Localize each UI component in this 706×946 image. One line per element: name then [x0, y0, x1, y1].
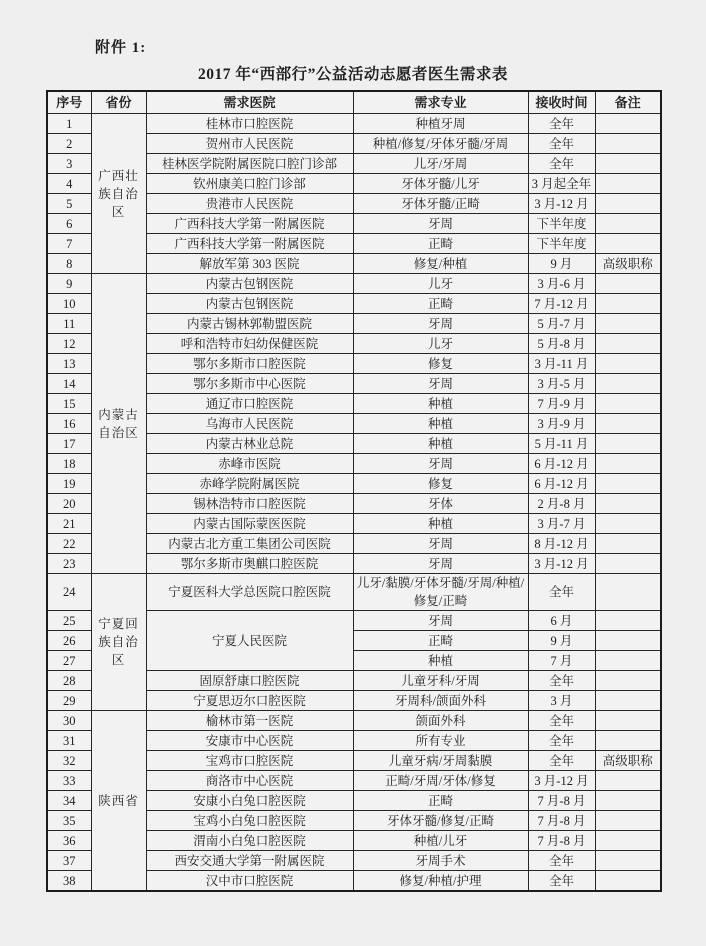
remark-cell	[595, 534, 661, 554]
hospital-cell: 内蒙古包钢医院	[146, 274, 353, 294]
hospital-cell: 内蒙古锡林郭勒盟医院	[146, 314, 353, 334]
remark-cell	[595, 154, 661, 174]
remark-cell	[595, 574, 661, 611]
time-cell: 3 月-6 月	[528, 274, 595, 294]
remark-cell	[595, 651, 661, 671]
remark-cell	[595, 334, 661, 354]
specialty-cell: 儿牙	[353, 274, 528, 294]
hospital-cell: 广西科技大学第一附属医院	[146, 234, 353, 254]
time-cell: 全年	[528, 871, 595, 892]
hospital-cell: 宁夏医科大学总医院口腔医院	[146, 574, 353, 611]
hospital-cell: 钦州康美口腔门诊部	[146, 174, 353, 194]
hospital-cell: 赤峰学院附属医院	[146, 474, 353, 494]
time-cell: 全年	[528, 731, 595, 751]
remark-cell	[595, 711, 661, 731]
time-cell: 全年	[528, 154, 595, 174]
specialty-cell: 牙周科/颌面外科	[353, 691, 528, 711]
specialty-cell: 种植牙周	[353, 114, 528, 134]
specialty-cell: 种植	[353, 394, 528, 414]
time-cell: 7 月-12 月	[528, 294, 595, 314]
specialty-cell: 牙体牙髓/正畸	[353, 194, 528, 214]
row-number-cell: 13	[47, 354, 91, 374]
specialty-cell: 儿牙/黏膜/牙体牙髓/牙周/种植/修复/正畸	[353, 574, 528, 611]
specialty-cell: 牙体牙髓/修复/正畸	[353, 811, 528, 831]
hospital-cell: 西安交通大学第一附属医院	[146, 851, 353, 871]
remark-cell	[595, 414, 661, 434]
specialty-cell: 正畸	[353, 294, 528, 314]
time-cell: 9 月	[528, 631, 595, 651]
time-cell: 3 月-9 月	[528, 414, 595, 434]
row-number-cell: 35	[47, 811, 91, 831]
time-cell: 5 月-11 月	[528, 434, 595, 454]
row-number-cell: 8	[47, 254, 91, 274]
table-row	[47, 114, 661, 134]
specialty-cell: 种植	[353, 434, 528, 454]
header-specialty: 需求专业	[353, 91, 528, 114]
hospital-cell: 宝鸡小白兔口腔医院	[146, 811, 353, 831]
row-number-cell: 32	[47, 751, 91, 771]
specialty-cell: 修复	[353, 474, 528, 494]
header-serial-number: 序号	[47, 91, 91, 114]
row-number-cell: 7	[47, 234, 91, 254]
remark-cell	[595, 354, 661, 374]
row-number-cell: 29	[47, 691, 91, 711]
row-number-cell: 30	[47, 711, 91, 731]
table-row	[47, 711, 661, 731]
remark-cell	[595, 294, 661, 314]
specialty-cell: 正畸	[353, 631, 528, 651]
province-cell: 宁夏回族自治区	[91, 574, 146, 711]
specialty-cell: 牙周	[353, 374, 528, 394]
time-cell: 全年	[528, 751, 595, 771]
hospital-cell: 桂林医学院附属医院口腔门诊部	[146, 154, 353, 174]
remark-cell	[595, 851, 661, 871]
row-number-cell: 9	[47, 274, 91, 294]
hospital-cell: 贵港市人民医院	[146, 194, 353, 214]
time-cell: 7 月-9 月	[528, 394, 595, 414]
row-number-cell: 34	[47, 791, 91, 811]
hospital-cell: 锡林浩特市口腔医院	[146, 494, 353, 514]
table-row	[47, 574, 661, 611]
specialty-cell: 种植	[353, 651, 528, 671]
time-cell: 3 月-12 月	[528, 771, 595, 791]
row-number-cell: 33	[47, 771, 91, 791]
row-number-cell: 10	[47, 294, 91, 314]
specialty-cell: 牙体	[353, 494, 528, 514]
province-cell: 陕西省	[91, 711, 146, 892]
time-cell: 3 月	[528, 691, 595, 711]
specialty-cell: 修复/种植	[353, 254, 528, 274]
remark-cell	[595, 394, 661, 414]
hospital-cell: 宁夏思迈尔口腔医院	[146, 691, 353, 711]
row-number-cell: 19	[47, 474, 91, 494]
header-remark: 备注	[595, 91, 661, 114]
time-cell: 3 月起全年	[528, 174, 595, 194]
remark-cell	[595, 474, 661, 494]
time-cell: 全年	[528, 574, 595, 611]
row-number-cell: 14	[47, 374, 91, 394]
remark-cell	[595, 771, 661, 791]
header-province: 省份	[91, 91, 146, 114]
remark-cell	[595, 691, 661, 711]
header-receive-time: 接收时间	[528, 91, 595, 114]
time-cell: 3 月-7 月	[528, 514, 595, 534]
row-number-cell: 18	[47, 454, 91, 474]
row-number-cell: 6	[47, 214, 91, 234]
remark-cell	[595, 114, 661, 134]
hospital-cell: 商洛市中心医院	[146, 771, 353, 791]
specialty-cell: 牙周	[353, 214, 528, 234]
hospital-cell: 固原舒康口腔医院	[146, 671, 353, 691]
remark-cell	[595, 214, 661, 234]
row-number-cell: 31	[47, 731, 91, 751]
header-hospital: 需求医院	[146, 91, 353, 114]
specialty-cell: 正畸/牙周/牙体/修复	[353, 771, 528, 791]
hospital-cell: 宝鸡市口腔医院	[146, 751, 353, 771]
row-number-cell: 28	[47, 671, 91, 691]
hospital-cell: 榆林市第一医院	[146, 711, 353, 731]
row-number-cell: 21	[47, 514, 91, 534]
row-number-cell: 5	[47, 194, 91, 214]
remark-cell	[595, 454, 661, 474]
remark-cell	[595, 554, 661, 574]
remark-cell	[595, 234, 661, 254]
specialty-cell: 所有专业	[353, 731, 528, 751]
row-number-cell: 37	[47, 851, 91, 871]
time-cell: 3 月-11 月	[528, 354, 595, 374]
specialty-cell: 牙周	[353, 611, 528, 631]
row-number-cell: 4	[47, 174, 91, 194]
row-number-cell: 17	[47, 434, 91, 454]
row-number-cell: 24	[47, 574, 91, 611]
time-cell: 全年	[528, 114, 595, 134]
hospital-cell: 内蒙古北方重工集团公司医院	[146, 534, 353, 554]
remark-cell	[595, 494, 661, 514]
row-number-cell: 15	[47, 394, 91, 414]
time-cell: 3 月-12 月	[528, 194, 595, 214]
hospital-cell: 内蒙古国际蒙医医院	[146, 514, 353, 534]
hospital-cell: 乌海市人民医院	[146, 414, 353, 434]
time-cell: 7 月-8 月	[528, 811, 595, 831]
row-number-cell: 38	[47, 871, 91, 892]
specialty-cell: 儿牙/牙周	[353, 154, 528, 174]
specialty-cell: 正畸	[353, 234, 528, 254]
remark-cell	[595, 514, 661, 534]
remark-cell	[595, 374, 661, 394]
remark-cell	[595, 731, 661, 751]
remark-cell	[595, 274, 661, 294]
table-body	[47, 114, 661, 892]
time-cell: 下半年度	[528, 234, 595, 254]
specialty-cell: 儿童牙科/牙周	[353, 671, 528, 691]
time-cell: 下半年度	[528, 214, 595, 234]
row-number-cell: 1	[47, 114, 91, 134]
specialty-cell: 儿牙	[353, 334, 528, 354]
time-cell: 8 月-12 月	[528, 534, 595, 554]
row-number-cell: 3	[47, 154, 91, 174]
time-cell: 3 月-5 月	[528, 374, 595, 394]
remark-cell	[595, 631, 661, 651]
remark-cell	[595, 811, 661, 831]
hospital-cell: 鄂尔多斯市口腔医院	[146, 354, 353, 374]
time-cell: 2 月-8 月	[528, 494, 595, 514]
remark-cell	[595, 791, 661, 811]
remark-cell	[595, 611, 661, 631]
table-row	[47, 274, 661, 294]
row-number-cell: 27	[47, 651, 91, 671]
hospital-cell: 宁夏人民医院	[146, 611, 353, 671]
specialty-cell: 修复/种植/护理	[353, 871, 528, 892]
remark-cell	[595, 831, 661, 851]
time-cell: 7 月	[528, 651, 595, 671]
table-header-row	[47, 91, 661, 114]
hospital-cell: 呼和浩特市妇幼保健医院	[146, 334, 353, 354]
row-number-cell: 25	[47, 611, 91, 631]
time-cell: 6 月	[528, 611, 595, 631]
remark-cell	[595, 671, 661, 691]
hospital-cell: 汉中市口腔医院	[146, 871, 353, 892]
specialty-cell: 牙周	[353, 534, 528, 554]
time-cell: 全年	[528, 851, 595, 871]
row-number-cell: 11	[47, 314, 91, 334]
row-number-cell: 22	[47, 534, 91, 554]
specialty-cell: 种植	[353, 414, 528, 434]
time-cell: 6 月-12 月	[528, 474, 595, 494]
specialty-cell: 儿童牙病/牙周黏膜	[353, 751, 528, 771]
hospital-cell: 内蒙古包钢医院	[146, 294, 353, 314]
remark-cell	[595, 871, 661, 892]
province-cell: 内蒙古自治区	[91, 274, 146, 574]
row-number-cell: 20	[47, 494, 91, 514]
hospital-cell: 鄂尔多斯市中心医院	[146, 374, 353, 394]
specialty-cell: 牙体牙髓/儿牙	[353, 174, 528, 194]
hospital-cell: 解放军第 303 医院	[146, 254, 353, 274]
row-number-cell: 23	[47, 554, 91, 574]
hospital-cell: 桂林市口腔医院	[146, 114, 353, 134]
remark-cell	[595, 194, 661, 214]
remark-cell	[595, 314, 661, 334]
specialty-cell: 牙周	[353, 314, 528, 334]
time-cell: 全年	[528, 134, 595, 154]
row-number-cell: 12	[47, 334, 91, 354]
remark-cell	[595, 134, 661, 154]
time-cell: 全年	[528, 711, 595, 731]
specialty-cell: 牙周手术	[353, 851, 528, 871]
hospital-cell: 广西科技大学第一附属医院	[146, 214, 353, 234]
specialty-cell: 修复	[353, 354, 528, 374]
hospital-cell: 渭南小白兔口腔医院	[146, 831, 353, 851]
remark-cell	[595, 174, 661, 194]
time-cell: 6 月-12 月	[528, 454, 595, 474]
remark-cell: 高级职称	[595, 254, 661, 274]
attachment-label: 附件 1:	[95, 40, 147, 56]
province-cell: 广西壮族自治区	[91, 114, 146, 274]
remark-cell	[595, 434, 661, 454]
time-cell: 3 月-12 月	[528, 554, 595, 574]
specialty-cell: 牙周	[353, 454, 528, 474]
time-cell: 5 月-7 月	[528, 314, 595, 334]
specialty-cell: 种植/修复/牙体牙髓/牙周	[353, 134, 528, 154]
hospital-cell: 通辽市口腔医院	[146, 394, 353, 414]
time-cell: 全年	[528, 671, 595, 691]
time-cell: 9 月	[528, 254, 595, 274]
row-number-cell: 2	[47, 134, 91, 154]
hospital-cell: 安康小白兔口腔医院	[146, 791, 353, 811]
hospital-cell: 内蒙古林业总院	[146, 434, 353, 454]
volunteer-demand-table	[46, 90, 662, 892]
specialty-cell: 正畸	[353, 791, 528, 811]
time-cell: 7 月-8 月	[528, 791, 595, 811]
time-cell: 5 月-8 月	[528, 334, 595, 354]
hospital-cell: 赤峰市医院	[146, 454, 353, 474]
row-number-cell: 26	[47, 631, 91, 651]
row-number-cell: 16	[47, 414, 91, 434]
row-number-cell: 36	[47, 831, 91, 851]
time-cell: 7 月-8 月	[528, 831, 595, 851]
hospital-cell: 鄂尔多斯市奥麒口腔医院	[146, 554, 353, 574]
page-title: 2017 年“西部行”公益活动志愿者医生需求表	[198, 66, 508, 83]
specialty-cell: 种植	[353, 514, 528, 534]
remark-cell: 高级职称	[595, 751, 661, 771]
specialty-cell: 种植/儿牙	[353, 831, 528, 851]
specialty-cell: 牙周	[353, 554, 528, 574]
hospital-cell: 安康市中心医院	[146, 731, 353, 751]
hospital-cell: 贺州市人民医院	[146, 134, 353, 154]
specialty-cell: 颌面外科	[353, 711, 528, 731]
